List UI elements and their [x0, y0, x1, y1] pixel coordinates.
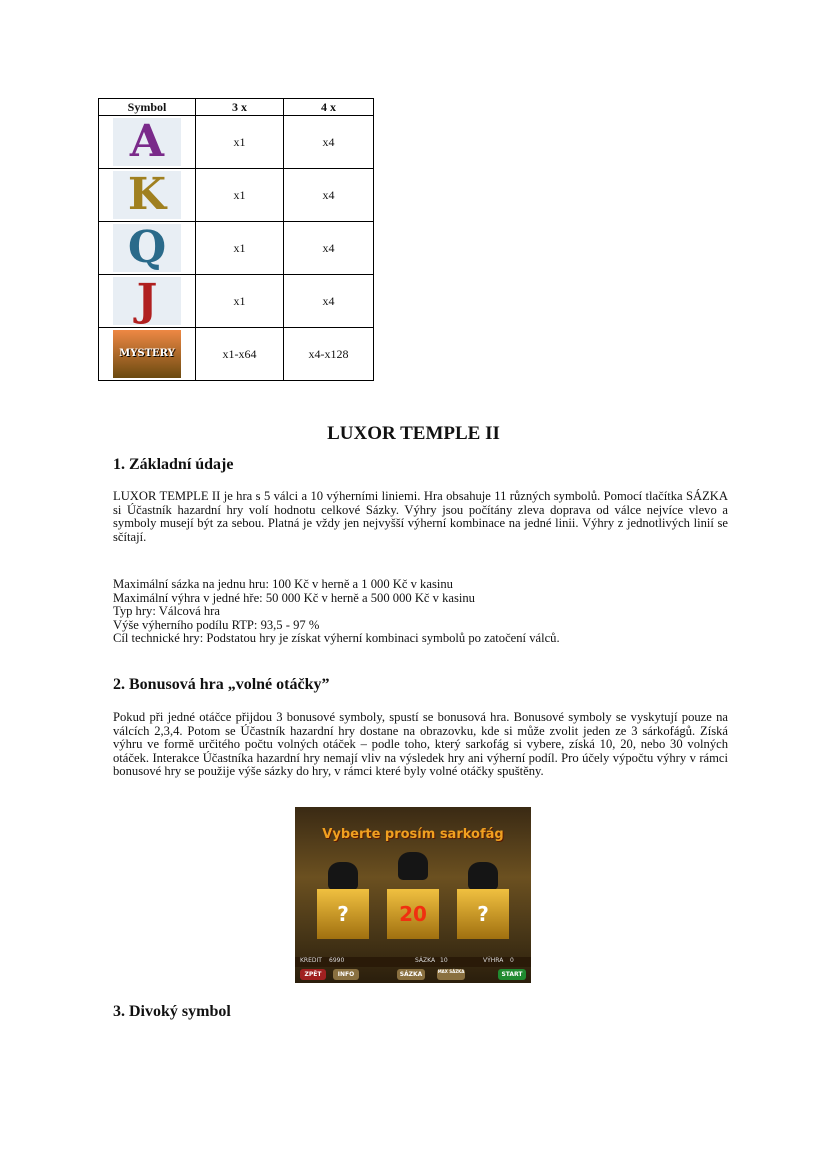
cell: x1 — [196, 169, 284, 222]
anubis-statue — [328, 862, 358, 890]
info-line: Maximální sázka na jednu hru: 100 Kč v herně a 1 000 Kč v kasinu — [113, 577, 453, 591]
anubis-statue — [468, 862, 498, 890]
header-symbol: Symbol — [99, 99, 196, 116]
section-heading: 2. Bonusová hra „volné otáčky” — [113, 676, 330, 693]
cell: x1 — [196, 222, 284, 275]
cell: x1 — [196, 116, 284, 169]
cell: x1 — [196, 275, 284, 328]
sazka-button: SÁZKA — [397, 969, 425, 980]
header-4x: 4 x — [284, 99, 374, 116]
max-sazka-button: MAX SÁZKA — [437, 969, 465, 980]
kredit-label: KREDIT — [300, 957, 322, 964]
symbol-j-image: J — [113, 277, 181, 325]
paytable — [98, 98, 374, 381]
sarcophagus-center: 20 — [387, 889, 439, 939]
sazka-label: SÁZKA — [415, 957, 436, 964]
paragraph: LUXOR TEMPLE II je hra s 5 válci a 10 výherními liniemi. Hra obsahuje 11 různých symbolů. Pomocí tlačítka SÁZKA si Účastník hazardní hry volí hodnotu celkové Sázky. Výhry jsou počítány zleva doprava od válce nejvíce vlevo a symboly musejí být za sebou. Platná je vždy jen nejvyšší výherní kombinace na jedné linii. Výhry z jednotlivých linií se sčítají. — [113, 489, 728, 544]
cell: x4 — [284, 116, 374, 169]
symbol-mystery-image: MYSTERY — [113, 330, 181, 378]
screenshot-title: Vyberte prosím sarkofág — [322, 827, 504, 842]
info-line: Cíl technické hry: Podstatou hry je získat výherní kombinaci symbolů po zatočení válců. — [113, 631, 560, 646]
anubis-statue — [398, 852, 428, 880]
symbol-a-image: A — [113, 118, 181, 166]
cell: x4-x128 — [284, 328, 374, 381]
table-row — [99, 169, 374, 222]
table-row — [99, 275, 374, 328]
section-heading: 3. Divoký symbol — [113, 1003, 231, 1020]
paragraph: Pokud při jedné otáčce přijdou 3 bonusové symboly, spustí se bonusová hra. Bonusové symboly se vyskytují pouze na válcích 2,3,4. Potom se Účastník hazardní hry dostane na obrazovku, kde si může zvolit jeden ze 3 sárkofágů. Získá výhru ve formě určitého počtu volných otáček – podle toho, který sarkofág si vybere, získá 10, 20, nebo 30 volných otáček. Interakce Účastníka hazardní hry nemají vliv na výsledek hry ani výherní podíl. Pro účely výpočtu výhry v rámci bonusové hry se použije výše sázky do hry, v rámci které byly volné otáčky spuštěny. — [113, 710, 728, 779]
info-button: INFO — [333, 969, 359, 980]
zpet-button: ZPĚT — [300, 969, 326, 980]
sarcophagus-right: ? — [457, 889, 509, 939]
cell: x4 — [284, 275, 374, 328]
section-heading: 1. Základní údaje — [113, 456, 234, 473]
cell: x4 — [284, 222, 374, 275]
info-line: Maximální výhra v jedné hře: 50 000 Kč v herně a 500 000 Kč v kasinu — [113, 590, 475, 605]
cell: x1-x64 — [196, 328, 284, 381]
info-line: Výše výherního podílu RTP: 93,5 - 97 % — [113, 617, 320, 632]
vyhra-value: 0 — [510, 957, 514, 964]
table-row — [99, 116, 374, 169]
sarcophagus-left: ? — [317, 889, 369, 939]
bonus-game-screenshot — [295, 807, 531, 983]
sazka-value: 10 — [440, 957, 448, 964]
page-title: LUXOR TEMPLE II — [327, 423, 500, 444]
status-bar — [295, 957, 531, 967]
cell: x4 — [284, 169, 374, 222]
vyhra-label: VÝHRA — [483, 957, 504, 964]
kredit-value: 6990 — [329, 957, 345, 964]
table-row — [99, 328, 374, 381]
symbol-q-image: Q — [113, 224, 181, 272]
info-line: Typ hry: Válcová hra — [113, 604, 220, 619]
table-row — [99, 222, 374, 275]
header-3x: 3 x — [196, 99, 284, 116]
symbol-k-image: K — [113, 171, 181, 219]
start-button: START — [498, 969, 526, 980]
